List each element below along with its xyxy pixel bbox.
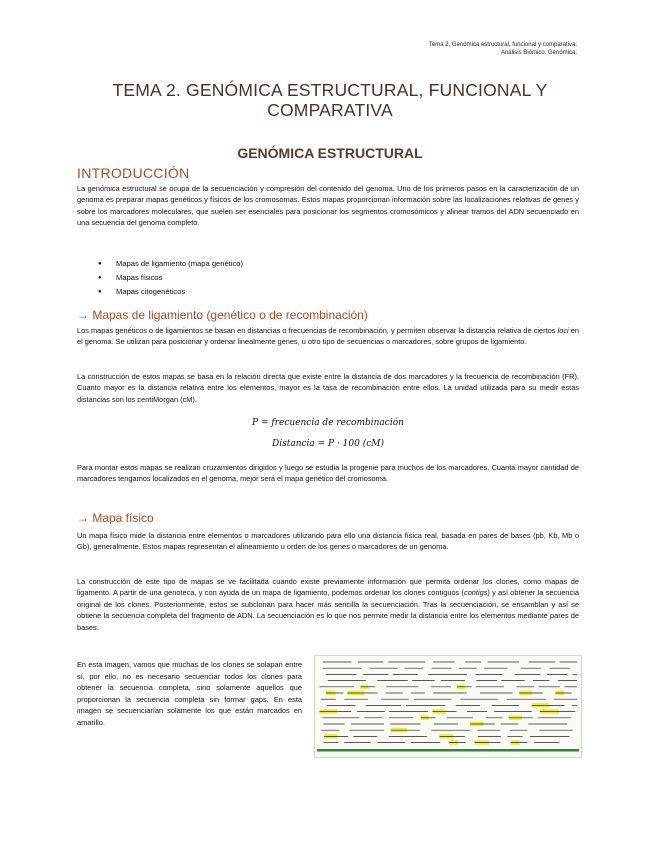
intro-heading: INTRODUCCIÓN <box>77 165 190 181</box>
ligamiento-paragraph-2: La construcción de estos mapas se basa en la relación directa que existe entre la distancia de dos marcadores y la frecuencia de recombinación (FR). Cuanto mayor es la distancia relativa entre los elementos, mayor es la tasa de recombinación entre ellos. La unidad utilizada para su medir estas distancias son los centiMorgan (cM). <box>77 372 579 404</box>
ligamiento-paragraph-3: Para montar estos mapas se realizan cruzamientos dirigidos y luego se estudia la progenie para muchos de los marcadores. Cuanta mayor cantidad de marcadores tengamos localizados en el genoma, mejor será el mapa genético del cromosoma. <box>77 463 579 484</box>
text-run: ) y así obtener la secuencia original de los clones. Posteriormente, estos se subclonan para hacer más sencilla la secuenciación. Tras la secuenciación, se ensamblan y así se obtiene la secuencia completa del fragmento de ADN. La secuenciación es lo que nos permite medir la distancia entre los elementos mediante pares de bases. <box>77 588 579 632</box>
fisico-heading: → Mapa físico <box>77 511 154 525</box>
bullet-item: ● Mapas citogenéticos <box>98 285 243 299</box>
italic-term: loci <box>557 326 569 335</box>
intro-paragraph: La genómica estructural se ocupa de la secuenciación y compresión del contenido del genoma. Uno de los primeros pasos en la caracterización de un genoma es preparar mapas genéticos y físicos de los cromosomas. Estos mapas proporcionan información sobre las localizaciones relativas de genes y sobre los marcadores moleculares, que suelen ser esenciales para posicionar los segmentos cromosómicos y alinear tramos del ADN secuenciado en una secuencia del genoma completo. <box>77 184 579 228</box>
fisico-paragraph-1: Un mapa físico mide la distancia entre elementos o marcadores utilizando para ello una distancia física real, basada en pares de bases (pb, Kb, Mb o Gb), generalmente. Estos mapas representan el alineamiento u orden de los genes o marcadores de un genoma. <box>77 531 579 552</box>
page-title <box>80 80 580 120</box>
bullet-item: ● Mapas físicos <box>98 271 243 285</box>
chromosome-axis <box>317 749 579 752</box>
fisico-paragraph-3: En esta imagen, vamos que muchas de los clones se solapan entre sí, por ello, no es necesario secuenciar todos los clones para obtener la secuencia completa, sino solamente aquellos que proporcionan la secuencia completa sin formar gaps. En esta imagen se secuenciarían solamente los que están marcados en amarillo. <box>77 660 302 727</box>
bullet-item: ● Mapas de ligamiento (mapa genético) <box>98 257 243 271</box>
intro-bullet-list <box>98 257 243 299</box>
text-run: Los mapas genéticos o de ligamientos se basan en distancias o frecuencias de recombinación, y permiten observar la distancia relativa de ciertos <box>77 326 558 335</box>
italic-term: contigs <box>464 588 488 598</box>
ligamiento-heading: → Mapas de ligamiento (genético o de recombinación) <box>77 308 368 322</box>
page-title-line1: TEMA 2. GENÓMICA ESTRUCTURAL, FUNCIONAL Y <box>112 80 548 100</box>
text-run: en el genoma. Se utilizan para posicionar y ordenar linealmente genes, u otro tipo de secuencias o marcadores, sobre grupos de ligamiento. <box>77 326 579 347</box>
ligamiento-paragraph-1 <box>77 325 579 348</box>
running-header <box>317 41 577 57</box>
contig-map-figure <box>314 655 582 758</box>
fisico-paragraph-2 <box>77 576 579 633</box>
page-title-line2: COMPARATIVA <box>267 100 393 120</box>
section-title: GENÓMICA ESTRUCTURAL <box>237 145 423 161</box>
formula-distance: Distancia = P · 100 (cM) <box>272 439 384 449</box>
running-header-line1: Tema 2. Genómica estructural, funcional y comparativa. <box>428 42 577 48</box>
running-header-line2: Análisis Biómico. Genómica. <box>500 50 577 56</box>
formula-frequency: P = frecuencia de recombinación <box>252 418 404 428</box>
contig-map-graphic <box>315 656 581 757</box>
text-run: La construcción de este tipo de mapas se ve facilitada cuando existe previamente información que permita ordenar los clones, como mapas de ligamento. A partir de una genoteca, y con ayuda de un mapa de ligamiento, podemos ordenar los clones contiguos ( <box>77 577 579 598</box>
